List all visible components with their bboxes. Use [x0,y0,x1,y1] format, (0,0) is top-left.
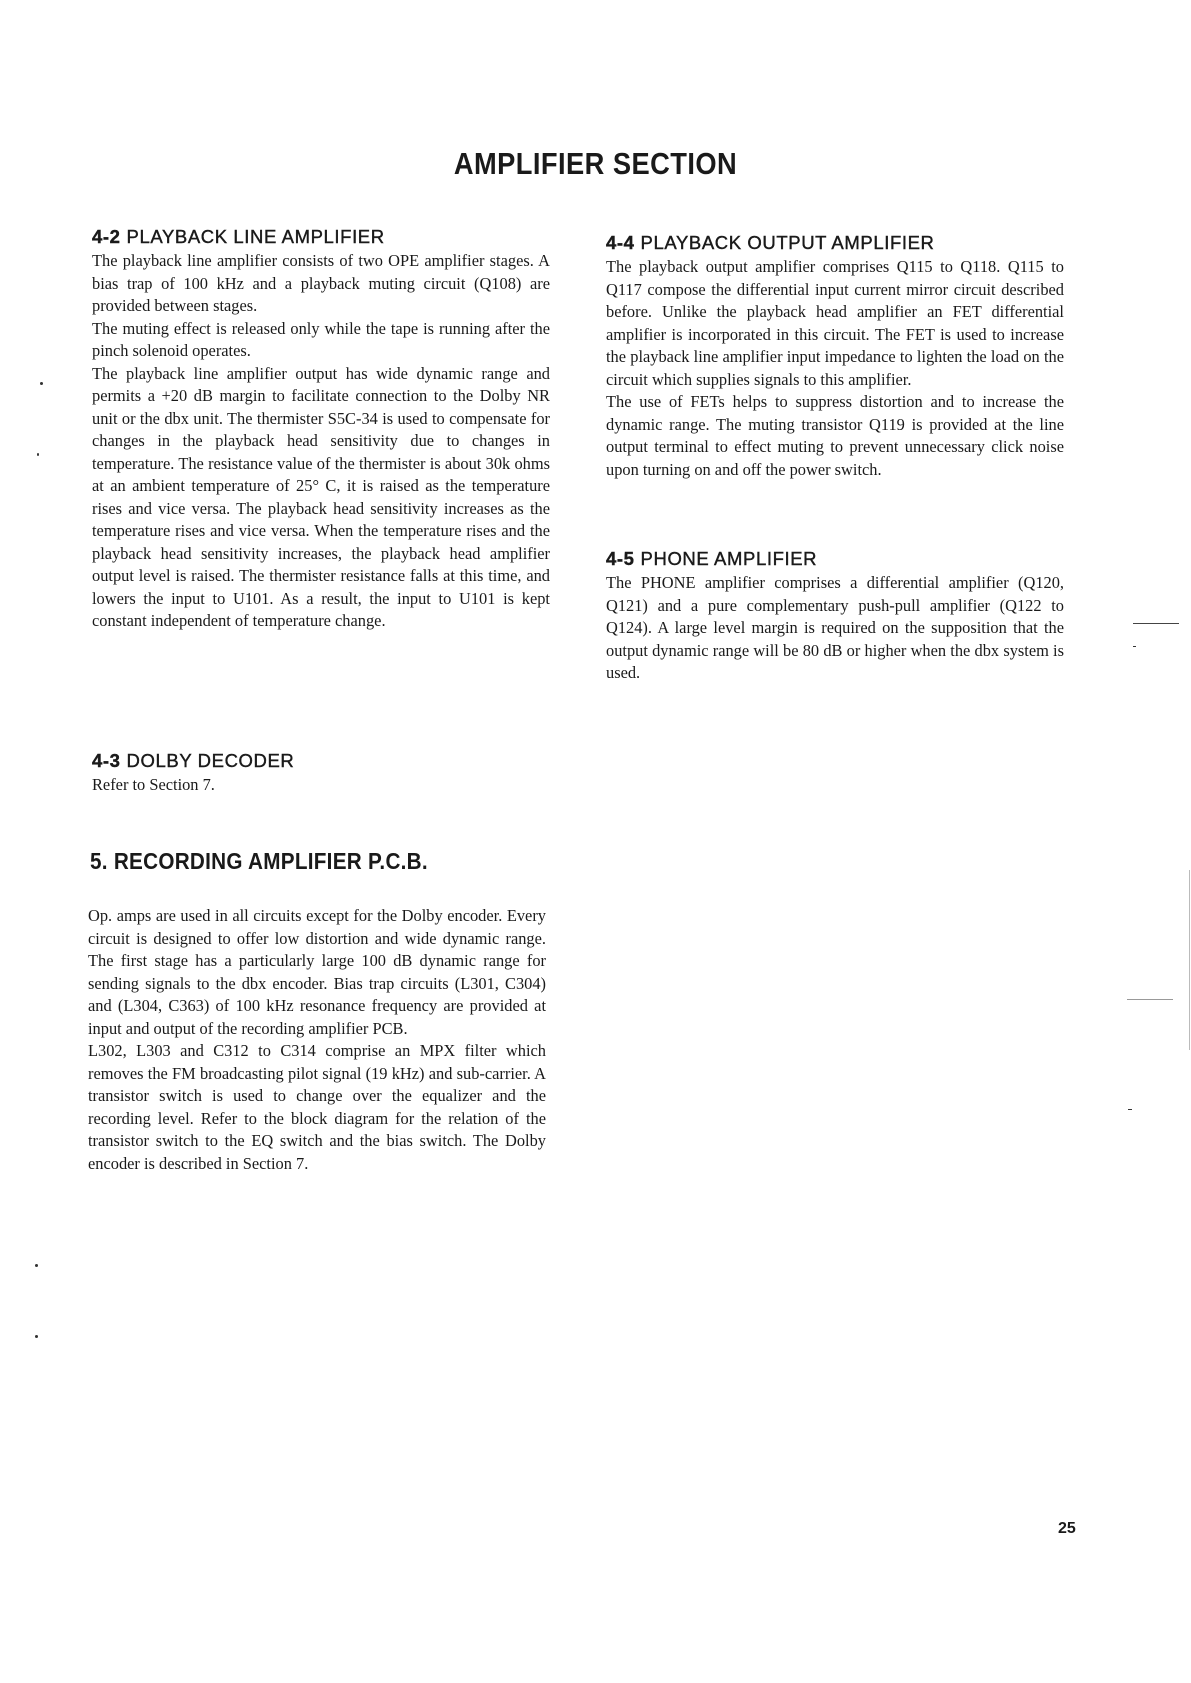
paragraph: The playback line amplifier consists of two OPE amplifier stages. A bias trap of 100 kHz and a playback muting circuit (Q108) are provided between stages. [92,251,550,315]
paragraph: The muting effect is released only while the tape is running after the pinch solenoid operates. [92,318,550,360]
page-number: 25 [1058,1520,1076,1537]
scan-speck [1127,999,1173,1000]
section-4-5-phone-amplifier [606,548,1064,685]
section-number: 4-4 [606,232,635,253]
section-number: 4-5 [606,548,635,569]
paragraph: The playback line amplifier output has wide dynamic range and permits a +20 dB margin to facilitate connection to the Dolby NR unit or the dbx unit. The thermister S5C-34 is used to compensate for changes in the playback head sensitivity due to changes in temperature. The resistance value of the thermister is about 30k ohms at an ambient temperature of 25° C, it is raised as the temperature rises and vice versa. The playback head sensitivity increases as the temperature rises and vice versa. When the temperature rises and the playback head sensitivity increases, the playback head amplifier output level is raised. The thermister resistance falls at this time, and lowers the input to U101. As a result, the input to U101 is kept constant independent of temperature change. [92,363,550,630]
paragraph: Op. amps are used in all circuits except for the Dolby encoder. Every circuit is designed to offer low distortion and wide dynamic range. The first stage has a particularly large 100 dB dynamic range for sending signals to the dbx encoder. Bias trap circuits (L301, C304) and (L304, C363) of 100 kHz resonance frequency are provided at input and output of the recording amplifier PCB. [88,906,546,1038]
page-title: AMPLIFIER SECTION [453,146,738,181]
section-5-recording-amplifier-pcb [88,905,546,1175]
section-heading [606,548,1064,570]
section-4-4-playback-output-amplifier [606,232,1064,481]
section-title: PLAYBACK LINE AMPLIFIER [126,226,385,247]
scan-speck [1128,1109,1132,1110]
section-heading [92,226,550,248]
scan-speck [1189,870,1190,1050]
paragraph: The PHONE amplifier comprises a differential amplifier (Q120, Q121) and a pure complementary push-pull amplifier (Q122 to Q124). A large level margin is required on the supposition that the output dynamic range will be 80 dB or higher when the dbx system is used. [606,573,1064,682]
section-number: 4-3 [92,750,121,771]
scan-speck [1133,646,1136,647]
paragraph: Refer to Section 7. [92,775,215,794]
section-title: PLAYBACK OUTPUT AMPLIFIER [640,232,935,253]
scan-speck [40,382,43,385]
section-heading [92,750,550,772]
section-4-2-playback-line-amplifier [92,226,550,633]
margin-rule [1133,623,1179,624]
section-title: DOLBY DECODER [126,750,295,771]
scan-speck [37,453,39,456]
section-5-heading: 5. RECORDING AMPLIFIER P.C.B. [90,848,428,874]
paragraph: The use of FETs helps to suppress distortion and to increase the dynamic range. The muting transistor Q119 is provided at the line output terminal to effect muting to prevent unnecessary click noise upon turning on and off the power switch. [606,392,1064,479]
paragraph: The playback output amplifier comprises Q115 to Q118. Q115 to Q117 compose the differential input current mirror circuit described before. Unlike the playback head amplifier an FET differential amplifier is incorporated in this circuit. The FET is used to increase the playback line amplifier input impedance to lighten the load on the circuit which supplies signals to this amplifier. [606,257,1064,389]
section-title: PHONE AMPLIFIER [640,548,818,569]
section-4-3-dolby-decoder [92,750,550,797]
section-heading [606,232,1064,254]
scan-speck [35,1335,38,1338]
section-number: 4-2 [92,226,121,247]
paragraph: L302, L303 and C312 to C314 comprise an MPX filter which removes the FM broadcasting pilot signal (19 kHz) and sub-carrier. A transistor switch is used to change over the equalizer and the recording level. Refer to the block diagram for the relation of the transistor switch to the EQ switch and the bias switch. The Dolby encoder is described in Section 7. [88,1041,546,1173]
scan-speck [35,1264,38,1267]
